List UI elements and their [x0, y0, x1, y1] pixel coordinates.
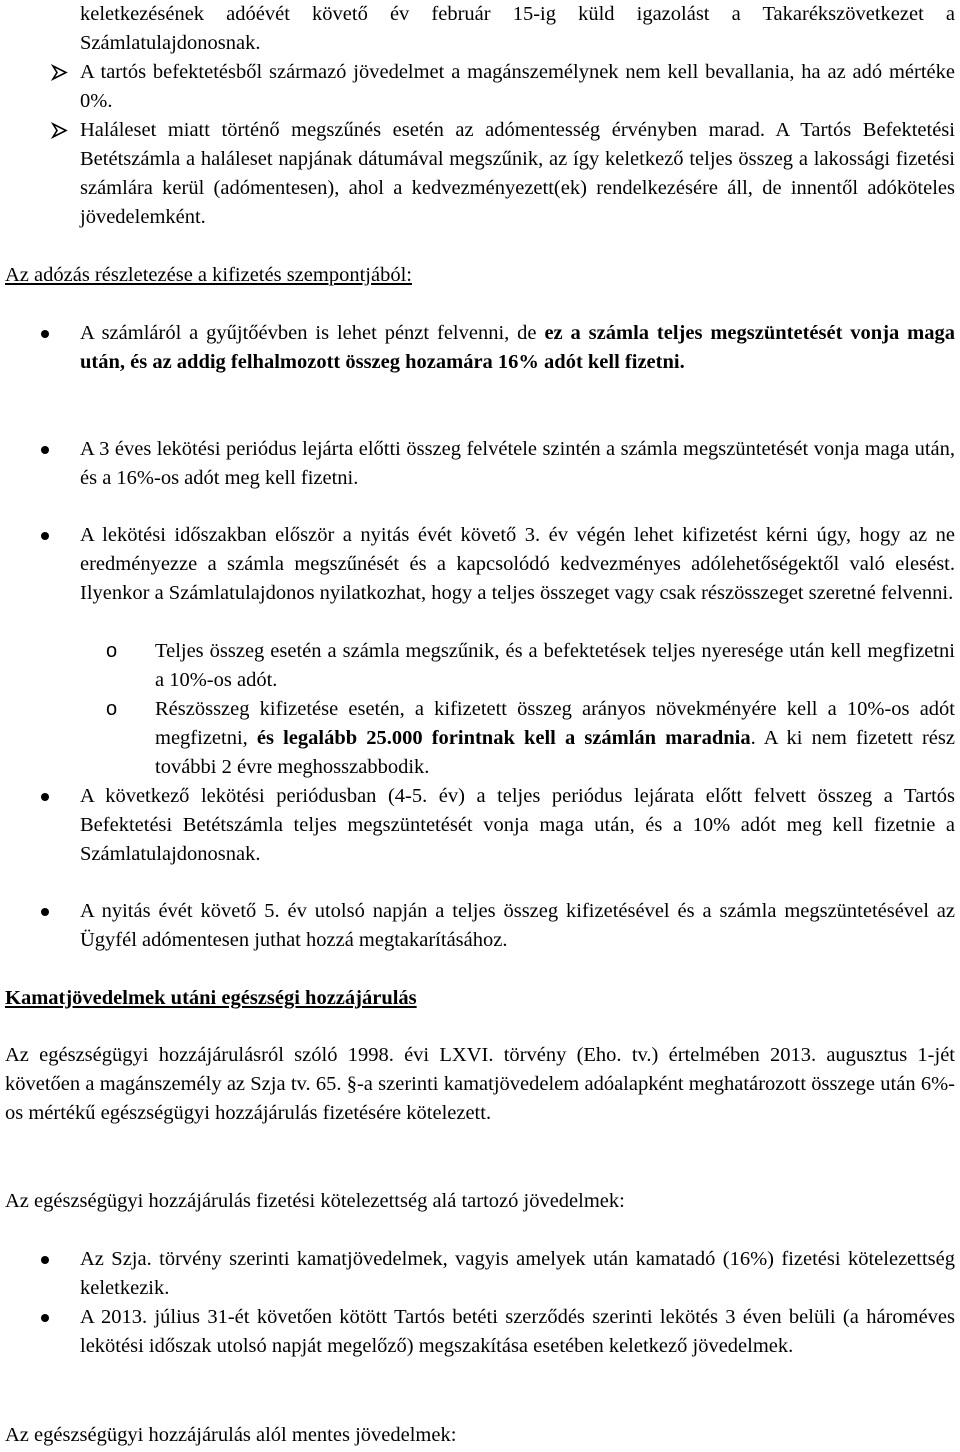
- arrow-list-item: A tartós befektetésből származó jövedelmet a magánszemélynek nem kell bevallania, ha az adó mértéke 0%.: [80, 58, 955, 116]
- bullet-dot-icon: [41, 532, 49, 540]
- bullet-item: Az Szja. törvény szerinti kamatjövedelmek, vagyis amelyek után kamatadó (16%) fizetési kötelezettség keletkezik.: [80, 1245, 955, 1303]
- section-heading: Kamatjövedelmek utáni egészségi hozzájárulás: [5, 987, 417, 1009]
- bullet-text: A számláról a gyűjtőévben is lehet pénzt felvenni, de: [80, 322, 545, 344]
- paragraph: Az egészségügyi hozzájárulás fizetési kötelezettség alá tartozó jövedelmek:: [5, 1190, 625, 1212]
- arrow-bullet-icon: [50, 58, 70, 87]
- bullet-dot-icon: [41, 1256, 49, 1264]
- bullet-item: A 2013. július 31-ét követően kötött Tartós betéti szerződés szerinti lekötés 3 éven belüli (a hároméves lekötési időszak utolsó napját megelőző) megszakítása esetében keletkező jövedelmek.: [80, 1303, 955, 1361]
- bullet-dot-icon: [41, 330, 49, 338]
- sub-list-item: o Teljes összeg esetén a számla megszűnik, és a befektetések teljes nyeresége után kell megfizetni a 10%-os adót.: [155, 637, 955, 695]
- bullet-item: [80, 319, 955, 377]
- bullet-item: A 3 éves lekötési periódus lejárta előtti összeg felvétele szintén a számla megszüntetését vonja maga után, és a 16%-os adót meg kell fizetni.: [80, 435, 955, 493]
- arrow-bullet-icon: [50, 116, 70, 145]
- paragraph: Az egészségügyi hozzájárulás alól mentes jövedelmek:: [5, 1424, 457, 1446]
- bullet-dot-icon: [41, 1314, 49, 1322]
- sub-bold-text: és legalább 25.000 forintnak kell a számlán maradnia: [256, 727, 751, 749]
- bullet-item: A következő lekötési periódusban (4-5. év) a teljes periódus lejárata előtt felvett összeg a Tartós Befektetési Betétszámla teljes megszüntetését vonja maga után, és a 10% adót meg kell fizetnie a Számlatulajdonosnak.: [80, 782, 955, 869]
- bullet-dot-icon: [41, 446, 49, 454]
- bullet-item: A nyitás évét követő 5. év utolsó napján a teljes összeg kifizetésével és a számla megszüntetésével az Ügyfél adómentesen juthat hozzá megtakarításához.: [80, 897, 955, 955]
- paragraph: Az egészségügyi hozzájárulásról szóló 1998. évi LXVI. törvény (Eho. tv.) értelmében 2013. augusztus 1-jét követően a magánszemély az Szja tv. 65. §-a szerinti kamatjövedelem adóalapként meghatározott összege után 6%-os mértékű egészségügyi hozzájárulás fizetésére kötelezett.: [5, 1044, 955, 1124]
- bullet-dot-icon: [41, 793, 49, 801]
- sub-bullet-marker: o: [106, 640, 118, 662]
- sub-bullet-marker: o: [106, 698, 118, 720]
- bullet-item: A lekötési időszakban először a nyitás évét követő 3. év végén lehet kifizetést kérni úgy, hogy az ne eredményezze a számla megszűnését és a kapcsolódó kedvezményes adólehetőségektől való elesést. Ilyenkor a Számlatulajdonos nyilatkozhat, hogy a teljes összeget vagy csak részösszeget szeretné felvenni.: [80, 521, 955, 608]
- bullet-dot-icon: [41, 908, 49, 916]
- intro-paragraph: keletkezésének adóévét követő év február 15-ig küld igazolást a Takarékszövetkezet a Számlatulajdonosnak.: [80, 3, 955, 54]
- arrow-list-item: Haláleset miatt történő megszűnés esetén az adómentesség érvényben marad. A Tartós Befektetési Betétszámla a haláleset napjának dátumával megszűnik, az így keletkező teljes összeg a lakossági fizetési számlára kerül (adómentesen), ahol a kedvezményezett(ek) rendelkezésére áll, de innentől adóköteles jövedelemként.: [80, 116, 955, 232]
- sub-list-item: o Részösszeg kifizetése esetén, a kifizetett összeg arányos növekményére kell a 10%-os adót megfizetni, és legalább 25.000 forintnak kell a számlán maradnia. A ki nem fizetett rész további 2 évre meghosszabbodik.: [155, 695, 955, 782]
- section-heading: Az adózás részletezése a kifizetés szempontjából:: [5, 264, 412, 286]
- bullet-bold-text: ez a számla teljes megszüntetését vonja maga után, és az addig felhalmozott összeg hozamára 16% adót kell fizetni.: [80, 322, 956, 373]
